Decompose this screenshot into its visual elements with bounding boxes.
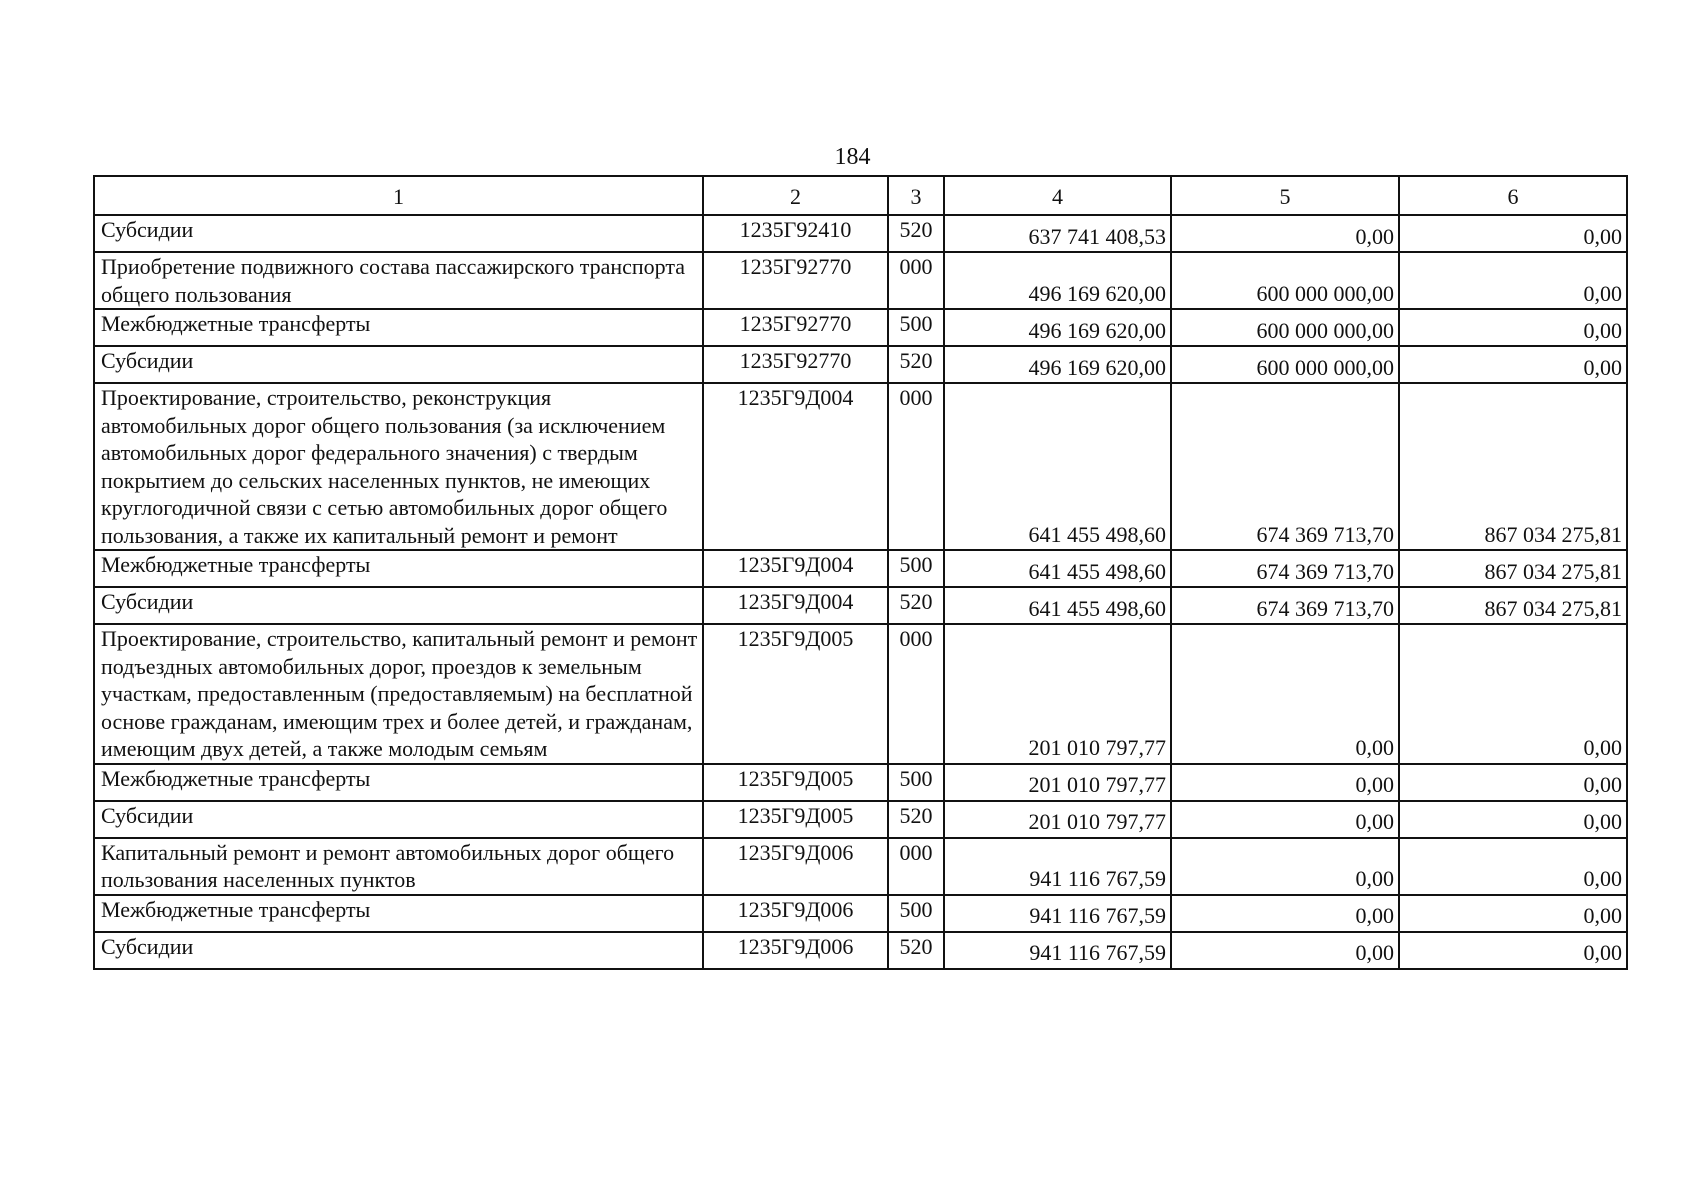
row-code-cell: 1235Г92410 [703, 215, 888, 252]
row-name-cell: Проектирование, строительство, капитальный ремонт и ремонт подъездных автомобильных дорог, проездов к земельным участкам, предоставленным (предоставляемым) на бесплатной основе гражданам, имеющим трех и более детей, и гражданам, имеющим двух детей, а также молодым семьям [94, 624, 703, 764]
row-name-cell: Субсидии [94, 932, 703, 969]
row-amount-col6-cell: 0,00 [1399, 215, 1627, 252]
budget-table [93, 175, 1628, 970]
row-code-cell: 1235Г9Д004 [703, 550, 888, 587]
table-row [94, 932, 1627, 969]
row-amount-col6-cell: 0,00 [1399, 895, 1627, 932]
row-type-cell: 520 [888, 587, 944, 624]
column-header: 6 [1399, 176, 1627, 215]
row-amount-col6-cell: 0,00 [1399, 346, 1627, 383]
row-amount-col4-cell: 941 116 767,59 [944, 932, 1171, 969]
row-code-cell: 1235Г9Д005 [703, 624, 888, 764]
column-header: 2 [703, 176, 888, 215]
row-type-cell: 000 [888, 383, 944, 550]
row-code-cell: 1235Г9Д004 [703, 587, 888, 624]
row-amount-col5-cell: 674 369 713,70 [1171, 383, 1399, 550]
row-name-cell: Приобретение подвижного состава пассажирского транспорта общего пользования [94, 252, 703, 309]
table-row [94, 550, 1627, 587]
column-header: 4 [944, 176, 1171, 215]
row-code-cell: 1235Г92770 [703, 309, 888, 346]
row-name-cell: Межбюджетные трансферты [94, 309, 703, 346]
row-code-cell: 1235Г92770 [703, 346, 888, 383]
row-type-cell: 500 [888, 895, 944, 932]
row-name-cell: Субсидии [94, 346, 703, 383]
row-amount-col4-cell: 641 455 498,60 [944, 550, 1171, 587]
row-amount-col5-cell: 0,00 [1171, 764, 1399, 801]
row-amount-col5-cell: 600 000 000,00 [1171, 252, 1399, 309]
row-amount-col6-cell: 867 034 275,81 [1399, 550, 1627, 587]
row-name-cell: Проектирование, строительство, реконструкция автомобильных дорог общего пользования (за исключением автомобильных дорог федерального значения) с твердым покрытием до сельских населенных пунктов, не имеющих круглогодичной связи с сетью автомобильных дорог общего пользования, а также их капитальный ремонт и ремонт [94, 383, 703, 550]
row-type-cell: 000 [888, 252, 944, 309]
row-type-cell: 000 [888, 624, 944, 764]
row-amount-col6-cell: 0,00 [1399, 838, 1627, 895]
column-header: 1 [94, 176, 703, 215]
row-type-cell: 520 [888, 932, 944, 969]
row-amount-col6-cell: 0,00 [1399, 932, 1627, 969]
table-body [94, 176, 1627, 969]
row-amount-col5-cell: 0,00 [1171, 838, 1399, 895]
row-amount-col4-cell: 941 116 767,59 [944, 895, 1171, 932]
row-code-cell: 1235Г9Д004 [703, 383, 888, 550]
table-row [94, 838, 1627, 895]
row-amount-col5-cell: 0,00 [1171, 895, 1399, 932]
row-amount-col6-cell: 0,00 [1399, 801, 1627, 838]
table-row [94, 383, 1627, 550]
row-type-cell: 500 [888, 309, 944, 346]
row-amount-col5-cell: 674 369 713,70 [1171, 550, 1399, 587]
row-amount-col5-cell: 0,00 [1171, 215, 1399, 252]
table-row [94, 346, 1627, 383]
row-amount-col4-cell: 496 169 620,00 [944, 252, 1171, 309]
row-name-cell: Субсидии [94, 215, 703, 252]
table-row [94, 309, 1627, 346]
row-name-cell: Межбюджетные трансферты [94, 895, 703, 932]
row-amount-col4-cell: 637 741 408,53 [944, 215, 1171, 252]
row-amount-col6-cell: 0,00 [1399, 764, 1627, 801]
row-type-cell: 520 [888, 215, 944, 252]
row-amount-col4-cell: 201 010 797,77 [944, 801, 1171, 838]
row-code-cell: 1235Г9Д005 [703, 801, 888, 838]
table-row [94, 215, 1627, 252]
row-amount-col6-cell: 0,00 [1399, 252, 1627, 309]
row-amount-col5-cell: 0,00 [1171, 624, 1399, 764]
row-amount-col6-cell: 867 034 275,81 [1399, 587, 1627, 624]
row-amount-col4-cell: 641 455 498,60 [944, 587, 1171, 624]
row-amount-col4-cell: 496 169 620,00 [944, 309, 1171, 346]
row-amount-col4-cell: 641 455 498,60 [944, 383, 1171, 550]
row-name-cell: Субсидии [94, 801, 703, 838]
row-amount-col5-cell: 600 000 000,00 [1171, 309, 1399, 346]
row-type-cell: 500 [888, 550, 944, 587]
row-type-cell: 500 [888, 764, 944, 801]
row-amount-col5-cell: 674 369 713,70 [1171, 587, 1399, 624]
row-amount-col6-cell: 867 034 275,81 [1399, 383, 1627, 550]
table-row [94, 252, 1627, 309]
row-amount-col5-cell: 0,00 [1171, 801, 1399, 838]
table-row [94, 624, 1627, 764]
row-name-cell: Межбюджетные трансферты [94, 550, 703, 587]
row-amount-col6-cell: 0,00 [1399, 624, 1627, 764]
row-type-cell: 520 [888, 346, 944, 383]
row-amount-col4-cell: 941 116 767,59 [944, 838, 1171, 895]
row-type-cell: 000 [888, 838, 944, 895]
table-row [94, 764, 1627, 801]
row-code-cell: 1235Г9Д006 [703, 895, 888, 932]
row-code-cell: 1235Г9Д006 [703, 932, 888, 969]
row-code-cell: 1235Г9Д006 [703, 838, 888, 895]
column-header: 3 [888, 176, 944, 215]
page-number: 184 [834, 144, 871, 170]
row-amount-col5-cell: 0,00 [1171, 932, 1399, 969]
row-code-cell: 1235Г92770 [703, 252, 888, 309]
row-amount-col4-cell: 201 010 797,77 [944, 624, 1171, 764]
row-name-cell: Субсидии [94, 587, 703, 624]
row-amount-col4-cell: 496 169 620,00 [944, 346, 1171, 383]
table-row [94, 587, 1627, 624]
column-header: 5 [1171, 176, 1399, 215]
row-type-cell: 520 [888, 801, 944, 838]
column-number-row [94, 176, 1627, 215]
row-name-cell: Капитальный ремонт и ремонт автомобильных дорог общего пользования населенных пунктов [94, 838, 703, 895]
row-amount-col6-cell: 0,00 [1399, 309, 1627, 346]
table-row [94, 895, 1627, 932]
row-code-cell: 1235Г9Д005 [703, 764, 888, 801]
row-name-cell: Межбюджетные трансферты [94, 764, 703, 801]
table-row [94, 801, 1627, 838]
row-amount-col4-cell: 201 010 797,77 [944, 764, 1171, 801]
row-amount-col5-cell: 600 000 000,00 [1171, 346, 1399, 383]
